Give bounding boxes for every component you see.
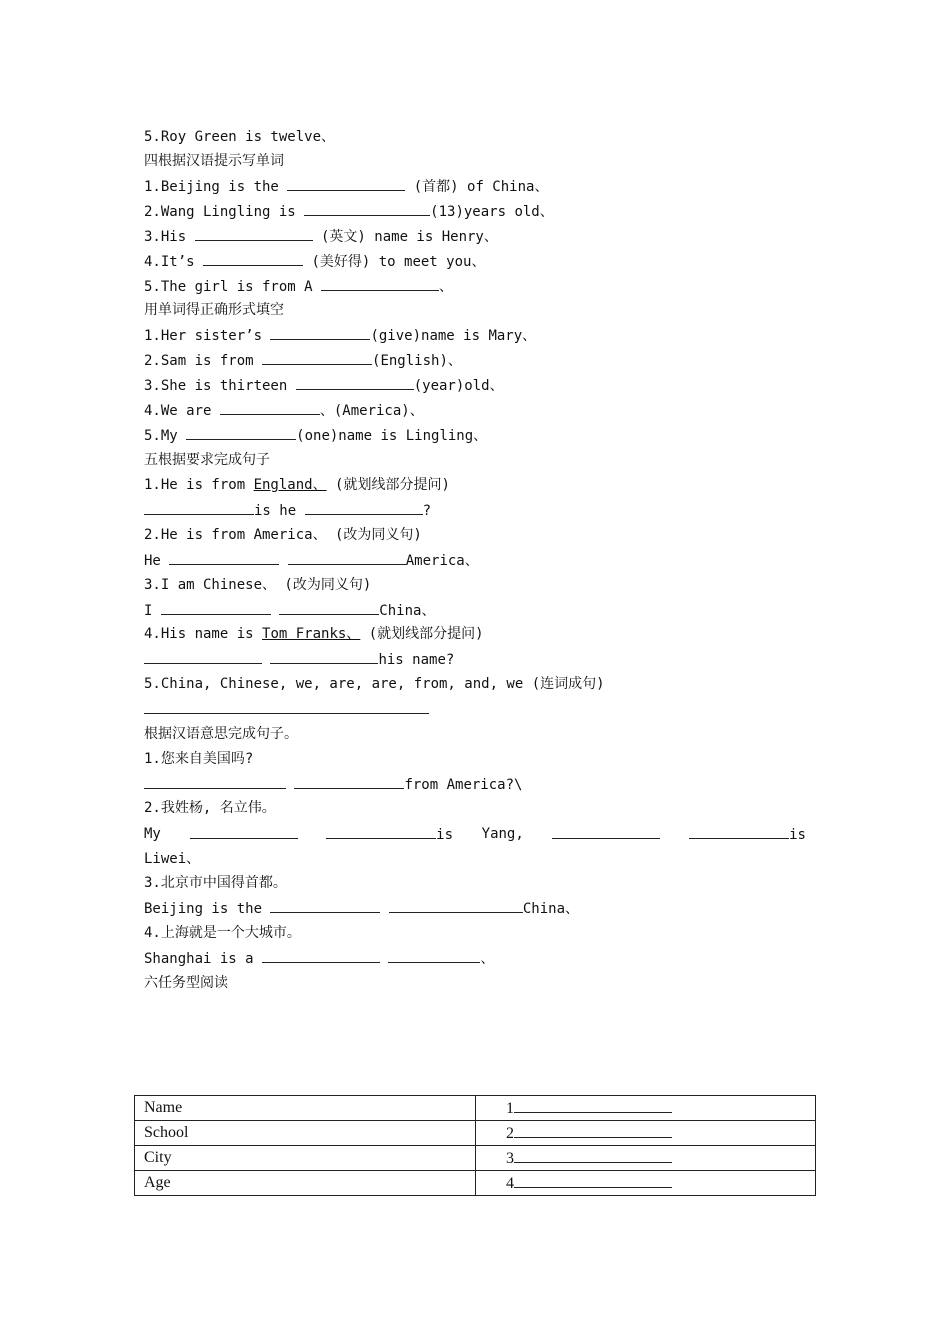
- answer-blank: [144, 500, 254, 515]
- q5-4: 4.His name is Tom Franks、 (就划线部分提问): [144, 626, 484, 642]
- q4-4: 4.It’s (美好得) to meet you、: [144, 251, 485, 272]
- answer-blank: [296, 375, 414, 390]
- answer-blank: [287, 176, 405, 191]
- answer-blank: [514, 1173, 672, 1188]
- table-label-cell: City: [135, 1146, 476, 1171]
- qf-3: 3.She is thirteen (year)old、: [144, 375, 504, 396]
- answer-blank: [220, 400, 320, 415]
- q6-2-answer: My is Yang, is: [144, 826, 806, 843]
- q5-5-answer: [144, 699, 429, 720]
- answer-blank: [144, 649, 262, 664]
- q5-3-answer: I China、: [144, 600, 435, 621]
- answer-blank: [186, 425, 296, 440]
- qf-2: 2.Sam is from (English)、: [144, 350, 462, 371]
- answer-blank: [514, 1098, 672, 1113]
- answer-blank: [294, 774, 404, 789]
- q5-4-answer: his name?: [144, 649, 454, 670]
- q6-2: 2.我姓杨, 名立伟。: [144, 800, 276, 816]
- q5-3: 3.I am Chinese、 (改为同义句): [144, 577, 372, 593]
- answer-blank: [326, 824, 436, 839]
- answer-blank: [169, 550, 279, 565]
- answer-blank: [262, 948, 380, 963]
- underlined-text: Tom Franks、: [262, 626, 361, 642]
- underlined-text: England、: [253, 477, 327, 493]
- table-row: [135, 1146, 816, 1171]
- answer-blank: [552, 824, 660, 839]
- table-answer-cell: 4: [476, 1171, 816, 1196]
- section-5-heading: 五根据要求完成句子: [144, 452, 270, 468]
- q6-4-answer: Shanghai is a 、: [144, 948, 494, 969]
- section-7-heading: 六任务型阅读: [144, 975, 228, 991]
- table-label-cell: Age: [135, 1171, 476, 1196]
- answer-blank: [689, 824, 789, 839]
- q4-3: 3.His (英文) name is Henry、: [144, 226, 498, 247]
- q6-1-answer: from America?\: [144, 774, 522, 795]
- answer-blank: [144, 699, 429, 714]
- q5-5: 5.China, Chinese, we, are, are, from, and, we (连词成句): [144, 676, 605, 692]
- info-table: [134, 1095, 816, 1196]
- table-answer-cell: 3: [476, 1146, 816, 1171]
- answer-blank: [190, 824, 298, 839]
- table-row: [135, 1121, 816, 1146]
- answer-blank: [144, 774, 286, 789]
- answer-blank: [262, 350, 372, 365]
- table-label-cell: Name: [135, 1096, 476, 1121]
- answer-blank: [270, 649, 378, 664]
- answer-blank: [305, 500, 423, 515]
- q6-3-answer: Beijing is the China、: [144, 898, 579, 919]
- answer-blank: [270, 325, 370, 340]
- answer-blank: [195, 226, 313, 241]
- line-roy-green: 5.Roy Green is twelve、: [144, 129, 336, 145]
- qf-4: 4.We are 、(America)、: [144, 400, 424, 421]
- section-fill-heading: 用单词得正确形式填空: [144, 302, 284, 318]
- q5-2: 2.He is from America、 (改为同义句): [144, 527, 422, 543]
- answer-blank: [270, 898, 380, 913]
- table-row: [135, 1171, 816, 1196]
- q5-1: 1.He is from England、 (就划线部分提问): [144, 477, 450, 493]
- answer-blank: [288, 550, 406, 565]
- table-row: [135, 1096, 816, 1121]
- q4-5: 5.The girl is from A 、: [144, 276, 453, 297]
- qf-1: 1.Her sister’s (give)name is Mary、: [144, 325, 536, 346]
- answer-blank: [161, 600, 271, 615]
- q4-2: 2.Wang Lingling is (13)years old、: [144, 201, 554, 222]
- q6-3: 3.北京市中国得首都。: [144, 875, 287, 891]
- section-4-heading: 四根据汉语提示写单词: [144, 153, 284, 169]
- answer-blank: [388, 948, 480, 963]
- q4-1: 1.Beijing is the (首都) of China、: [144, 176, 548, 197]
- answer-blank: [321, 276, 439, 291]
- table-answer-cell: 1: [476, 1096, 816, 1121]
- q6-1: 1.您来自美国吗?: [144, 751, 254, 767]
- qf-5: 5.My (one)name is Lingling、: [144, 425, 487, 446]
- section-6-heading: 根据汉语意思完成句子。: [144, 726, 298, 742]
- table-answer-cell: 2: [476, 1121, 816, 1146]
- answer-blank: [389, 898, 523, 913]
- table-label-cell: School: [135, 1121, 476, 1146]
- answer-blank: [514, 1148, 672, 1163]
- q6-4: 4.上海就是一个大城市。: [144, 925, 301, 941]
- q6-2-answer-cont: Liwei、: [144, 851, 201, 867]
- answer-blank: [304, 201, 430, 216]
- answer-blank: [279, 600, 379, 615]
- q5-2-answer: He America、: [144, 550, 479, 571]
- answer-blank: [203, 251, 303, 266]
- answer-blank: [514, 1123, 672, 1138]
- q5-1-answer: is he ?: [144, 500, 431, 521]
